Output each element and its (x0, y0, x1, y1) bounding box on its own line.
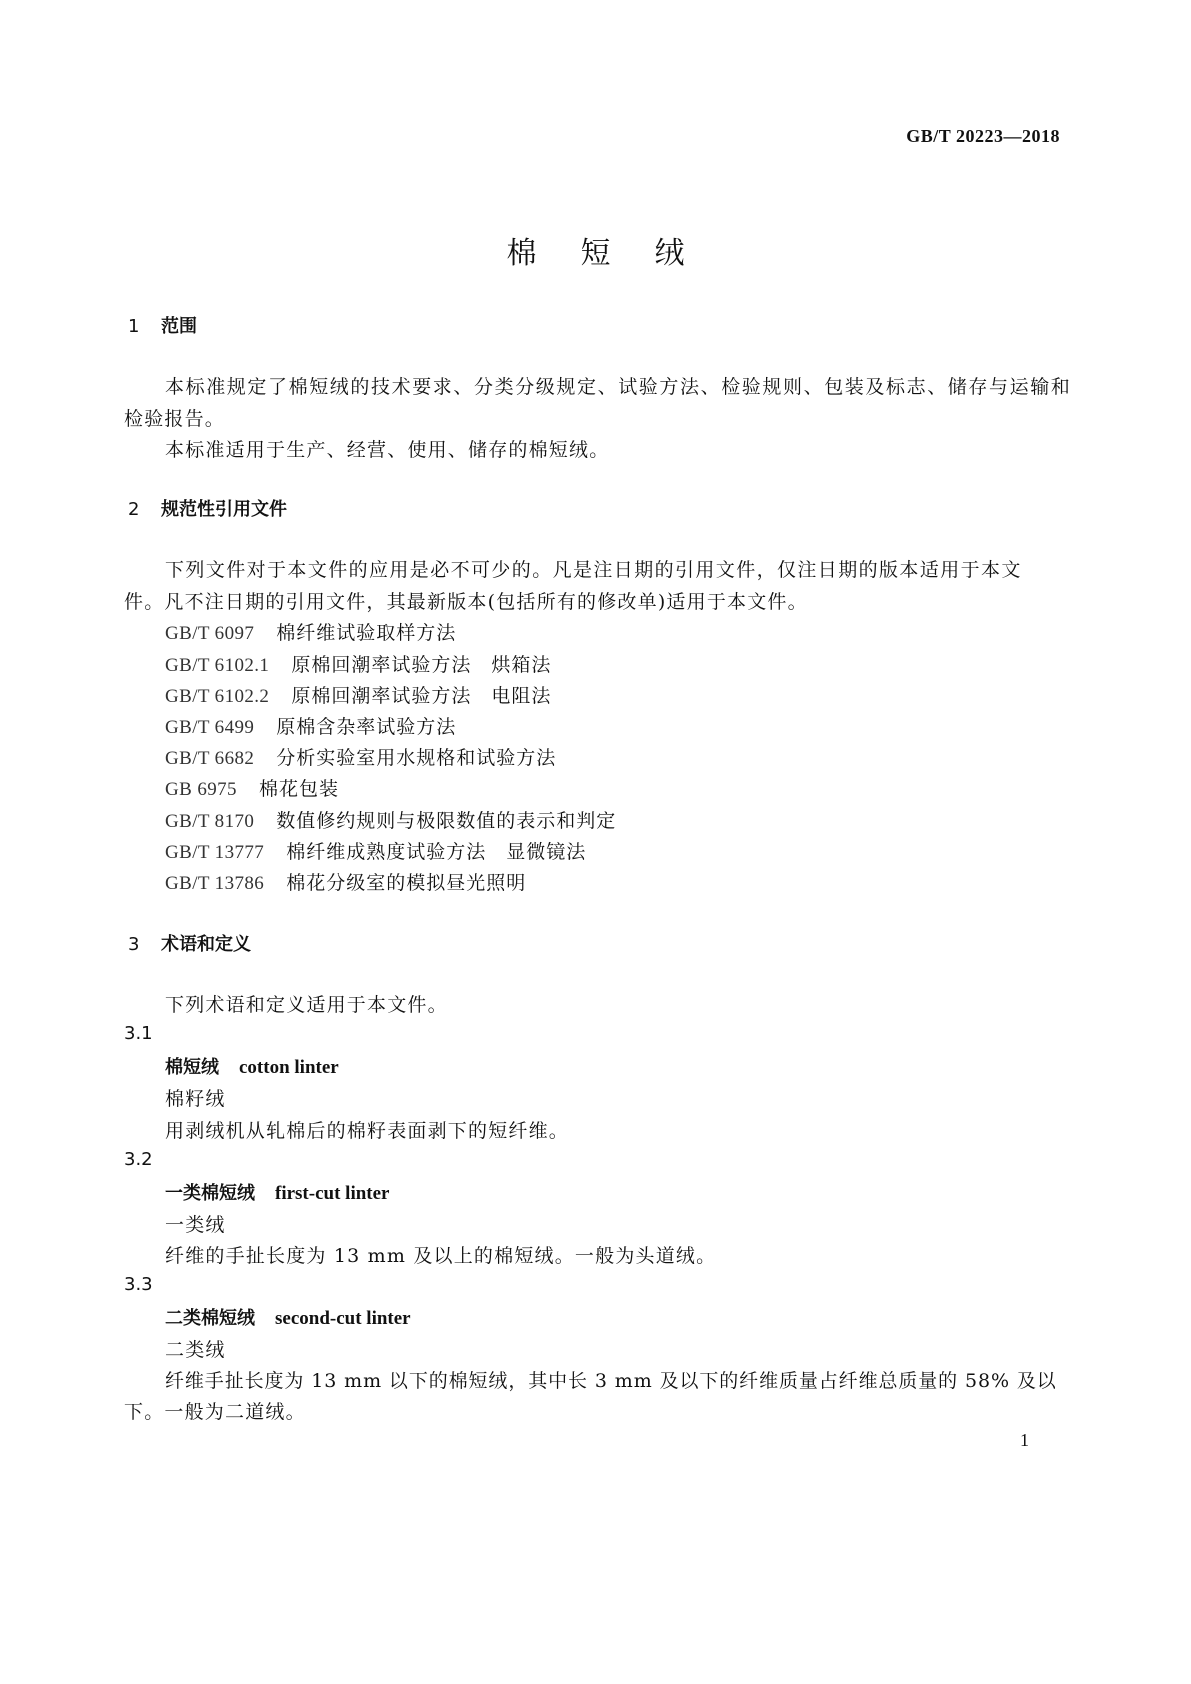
section-title: 规范性引用文件 (161, 499, 287, 520)
section-heading-2 (128, 495, 287, 521)
section-number: 1 (128, 316, 140, 337)
reference-item (165, 650, 551, 677)
reference-item (165, 837, 586, 864)
paragraph: 检验报告。 (124, 408, 226, 430)
section-number: 2 (128, 499, 140, 520)
reference-code: GB/T 13786 (165, 873, 265, 894)
term-en: second-cut linter (275, 1308, 411, 1329)
clause-number: 3.3 (124, 1274, 153, 1295)
reference-item (165, 806, 616, 833)
clause-number: 3.2 (124, 1149, 153, 1170)
reference-title: 棉纤维成熟度试验方法 显微镜法 (286, 841, 587, 863)
paragraph: 件。凡不注日期的引用文件，其最新版本(包括所有的修改单)适用于本文件。 (124, 591, 808, 613)
reference-item (165, 774, 339, 801)
reference-title: 原棉含杂率试验方法 (276, 716, 457, 738)
term-en: cotton linter (239, 1057, 339, 1078)
reference-title: 棉纤维试验取样方法 (276, 622, 457, 644)
clause-number: 3.1 (124, 1023, 153, 1044)
page-number: 1 (1020, 1430, 1029, 1450)
reference-item (165, 618, 456, 645)
term-zh: 二类棉短绒 (165, 1308, 255, 1329)
paragraph: 本标准适用于生产、经营、使用、储存的棉短绒。 (165, 439, 610, 461)
term-definition: 用剥绒机从轧棉后的棉籽表面剥下的短纤维。 (165, 1120, 570, 1142)
paragraph: 本标准规定了棉短绒的技术要求、分类分级规定、试验方法、检验规则、包装及标志、储存与运输和 (165, 376, 1072, 398)
section-number: 3 (128, 934, 140, 955)
paragraph: 下列文件对于本文件的应用是必不可少的。凡是注日期的引用文件，仅注日期的版本适用于本文 (165, 559, 1022, 581)
reference-code: GB/T 6102.2 (165, 686, 270, 707)
term-heading (165, 1304, 411, 1330)
reference-title: 数值修约规则与极限数值的表示和判定 (276, 810, 617, 832)
section-heading-1 (128, 312, 197, 338)
reference-title: 分析实验室用水规格和试验方法 (276, 747, 557, 769)
standard-number: GB/T 20223—2018 (906, 126, 1060, 146)
reference-item (165, 681, 551, 708)
reference-code: GB/T 8170 (165, 811, 255, 832)
reference-code: GB/T 6097 (165, 623, 255, 644)
reference-title: 棉花包装 (258, 778, 339, 800)
document-title: 棉短绒 (506, 236, 729, 271)
reference-title: 原棉回潮率试验方法 电阻法 (291, 685, 552, 707)
section-heading-3 (128, 930, 251, 956)
term-definition: 下。一般为二道绒。 (124, 1401, 306, 1423)
term-zh: 棉短绒 (165, 1057, 219, 1078)
reference-code: GB/T 6499 (165, 717, 255, 738)
term-alternative: 一类绒 (165, 1214, 226, 1236)
section-title: 术语和定义 (161, 934, 251, 955)
term-definition: 纤维的手扯长度为 13 mm 及以上的棉短绒。一般为头道绒。 (165, 1245, 717, 1267)
paragraph: 下列术语和定义适用于本文件。 (165, 994, 448, 1016)
term-zh: 一类棉短绒 (165, 1183, 255, 1204)
term-heading (165, 1053, 339, 1079)
reference-code: GB/T 6102.1 (165, 655, 270, 676)
section-title: 范围 (161, 316, 197, 337)
reference-code: GB 6975 (165, 779, 237, 800)
reference-code: GB/T 6682 (165, 748, 255, 769)
reference-item (165, 712, 456, 739)
term-heading (165, 1179, 389, 1205)
term-en: first-cut linter (275, 1183, 390, 1204)
reference-item (165, 868, 526, 895)
term-definition: 纤维手扯长度为 13 mm 以下的棉短绒，其中长 3 mm 及以下的纤维质量占纤维总质量的 58% 及以 (165, 1370, 1057, 1392)
reference-title: 原棉回潮率试验方法 烘箱法 (291, 654, 552, 676)
term-alternative: 二类绒 (165, 1339, 226, 1361)
reference-title: 棉花分级室的模拟昼光照明 (286, 872, 527, 894)
reference-code: GB/T 13777 (165, 842, 265, 863)
reference-item (165, 743, 556, 770)
term-alternative: 棉籽绒 (165, 1088, 226, 1110)
